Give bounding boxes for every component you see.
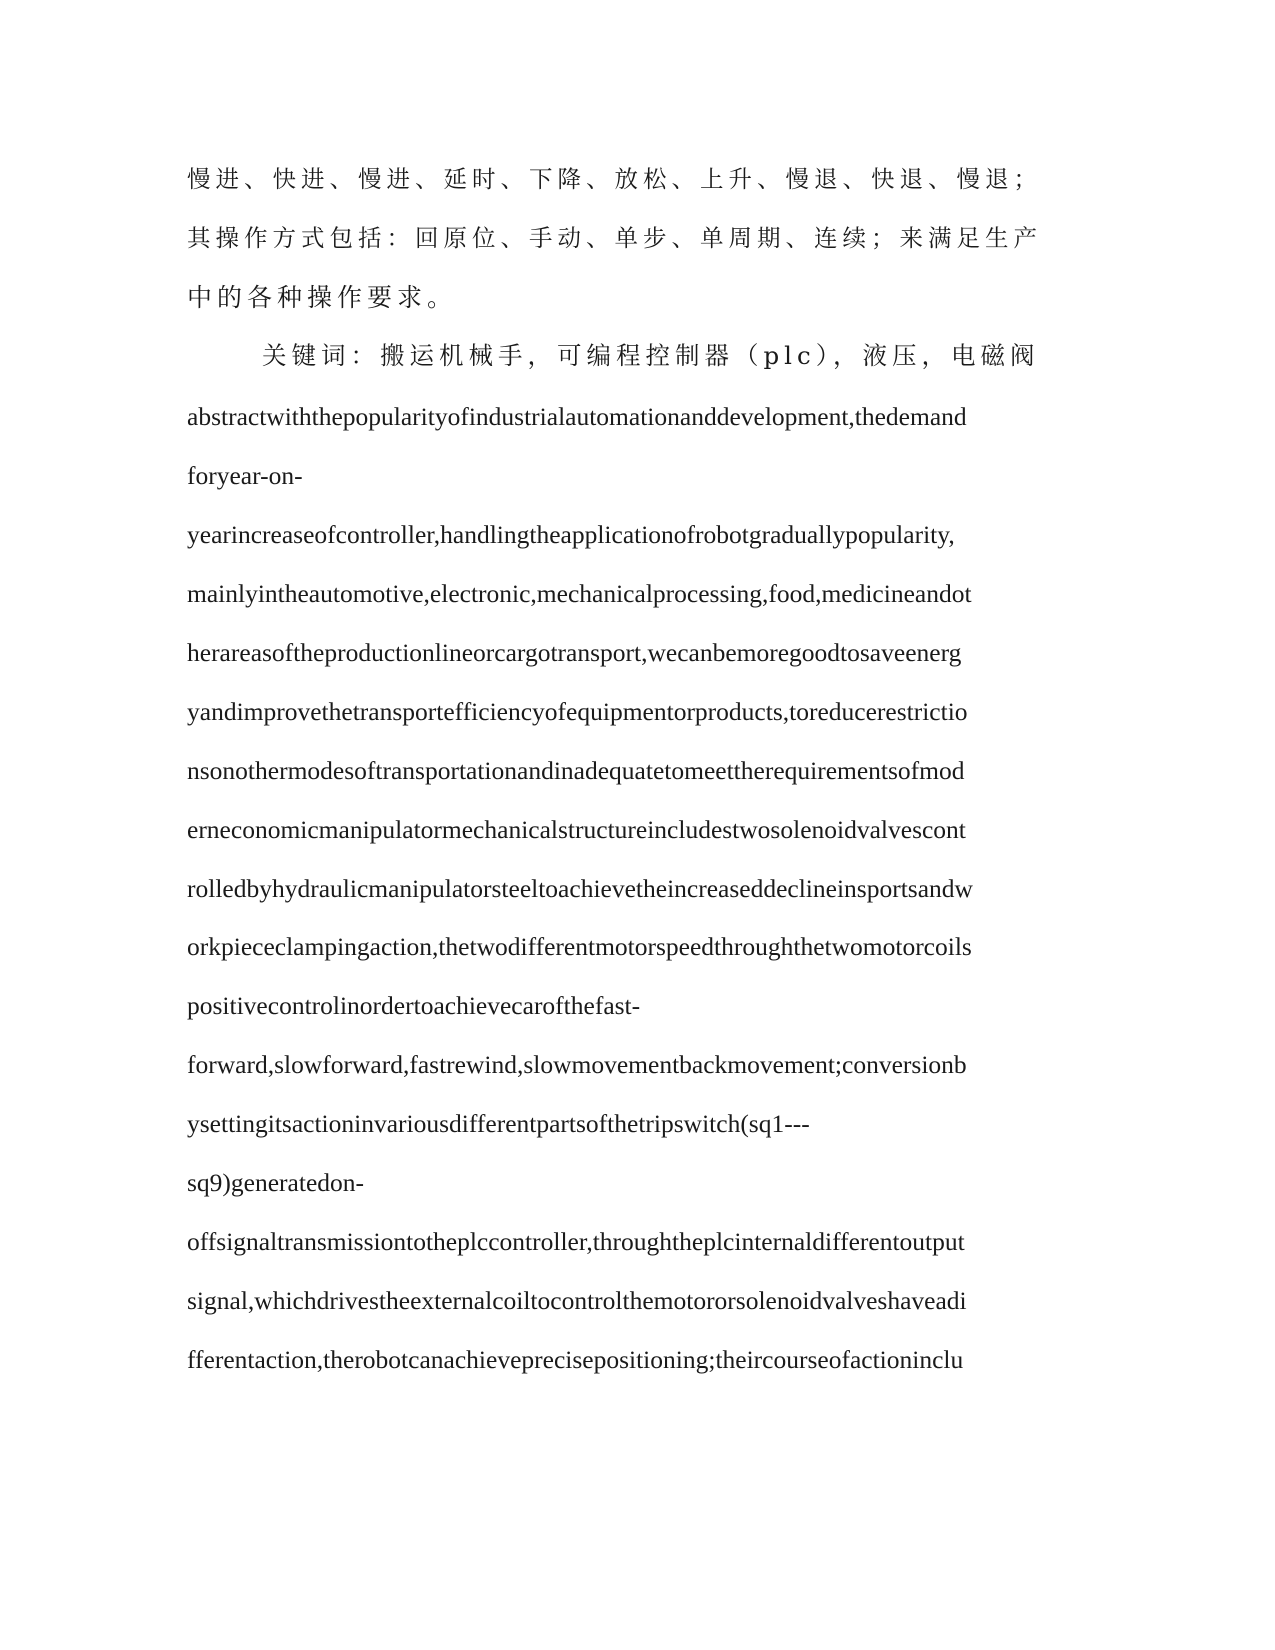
chinese-text-line: 中的各种操作要求。: [187, 283, 458, 312]
abstract-line: abstractwiththepopularityofindustrialautomationanddevelopment,thedemand: [187, 402, 967, 431]
chinese-text-line: 慢进、快进、慢进、延时、下降、放松、上升、慢退、快退、慢退；: [187, 165, 1042, 193]
abstract-line: forward,slowforward,fastrewind,slowmovementbackmovement;conversionb: [187, 1050, 967, 1079]
abstract-line: foryear-on-: [187, 461, 303, 490]
abstract-line: rolledbyhydraulicmanipulatorsteeltoachievetheincreaseddeclineinsportsandw: [187, 874, 973, 903]
chinese-text-line: 其操作方式包括：回原位、手动、单步、单周期、连续；来满足生产: [187, 224, 1042, 252]
abstract-line: fferentaction,therobotcanachieveprecisepositioning;theircourseofactioninclu: [187, 1345, 964, 1374]
abstract-line: mainlyintheautomotive,electronic,mechanicalprocessing,food,medicineandot: [187, 579, 972, 608]
abstract-line: orkpiececlampingaction,thetwodifferentmotorspeedthroughthetwomotorcoils: [187, 932, 972, 961]
abstract-line: ysettingitsactioninvariousdifferentpartsofthetripswitch(sq1---: [187, 1109, 810, 1138]
abstract-line: sq9)generatedon-: [187, 1168, 365, 1197]
abstract-line: erneconomicmanipulatormechanicalstructureincludestwosolenoidvalvescont: [187, 815, 966, 844]
abstract-line: yandimprovethetransportefficiencyofequipmentorproducts,toreducerestrictio: [187, 697, 968, 726]
keywords-line: 关键词：搬运机械手，可编程控制器（plc），液压，电磁阀: [262, 341, 1040, 370]
abstract-line: positivecontrolinordertoachievecarofthefast-: [187, 991, 641, 1020]
abstract-line: herareasoftheproductionlineorcargotransport,wecanbemoregoodtosaveenerg: [187, 638, 962, 667]
abstract-line: nsonothermodesoftransportationandinadequatetomeettherequirementsofmod: [187, 756, 965, 785]
abstract-line: offsignaltransmissiontotheplccontroller,throughtheplcinternaldifferentoutput: [187, 1227, 965, 1256]
abstract-line: yearincreaseofcontroller,handlingtheapplicationofrobotgraduallypopularity,: [187, 520, 955, 549]
abstract-line: signal,whichdrivestheexternalcoiltocontrolthemotororsolenoidvalveshaveadi: [187, 1286, 967, 1315]
